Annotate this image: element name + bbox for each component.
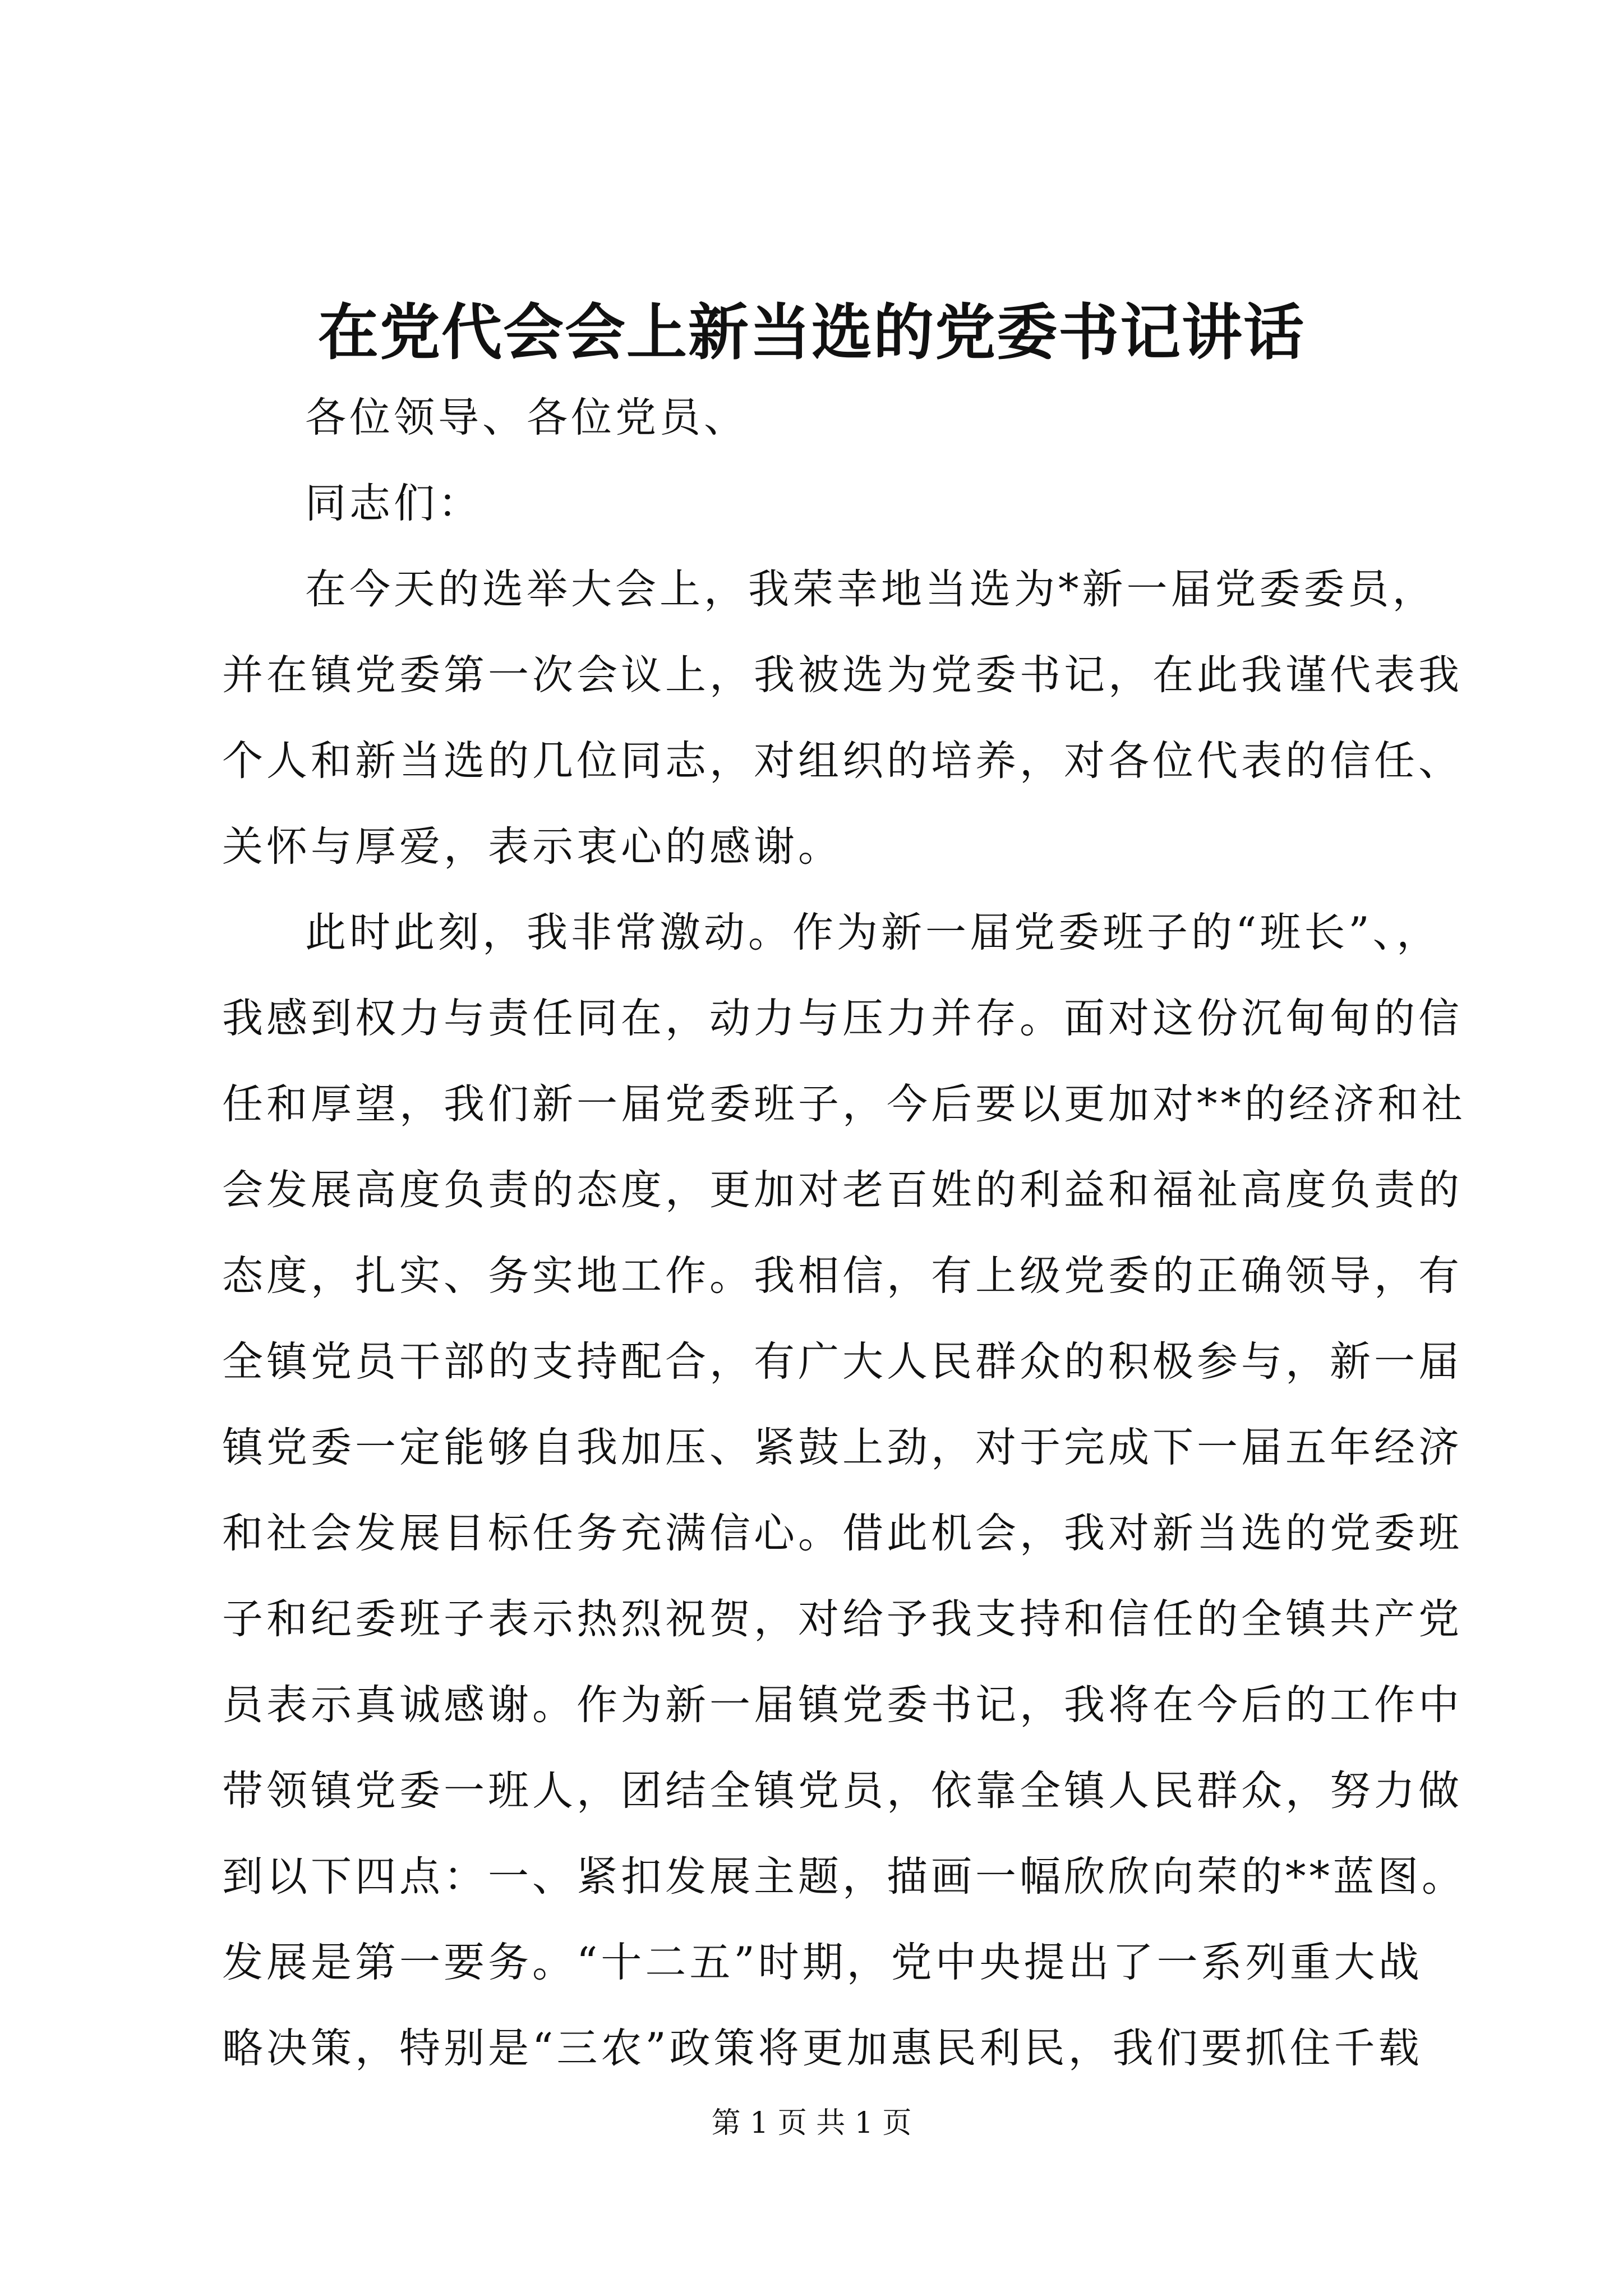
paragraph-2-line-13: 发展是第一要务。“十二五”时期，党中央提出了一系列重大战 (222, 1939, 1423, 1986)
paragraph-2-line-9: 子和纪委班子表示热烈祝贺，对给予我支持和信任的全镇共产党 (222, 1595, 1463, 1643)
paragraph-2-line-14: 略决策，特别是“三农”政策将更加惠民利民，我们要抓住千载 (222, 2024, 1423, 2072)
paragraph-2-line-6: 全镇党员干部的支持配合，有广大人民群众的积极参与，新一届 (222, 1338, 1463, 1386)
paragraph-2-line-12: 到以下四点：一、紧扣发展主题，描画一幅欣欣向荣的**蓝图。 (222, 1853, 1466, 1901)
paragraph-2-line-8: 和社会发展目标任务充满信心。借此机会，我对新当选的党委班 (222, 1510, 1463, 1557)
paragraph-1-line-2: 并在镇党委第一次会议上，我被选为党委书记，在此我谨代表我 (222, 651, 1463, 699)
paragraph-1-line-3: 个人和新当选的几位同志，对组织的培养，对各位代表的信任、 (222, 737, 1463, 785)
paragraph-2-line-4: 会发展高度负责的态度，更加对老百姓的利益和福祉高度负责的 (222, 1166, 1463, 1214)
paragraph-2-line-1: 此时此刻，我非常激动。作为新一届党委班子的“班长”、， (305, 909, 1441, 956)
paragraph-2-line-3: 任和厚望，我们新一届党委班子，今后要以更加对**的经济和社 (222, 1080, 1466, 1128)
paragraph-1-line-4: 关怀与厚爱，表示衷心的感谢。 (222, 823, 842, 871)
page-footer: 第 1 页 共 1 页 (711, 2106, 912, 2140)
paragraph-2-line-2: 我感到权力与责任同在，动力与压力并存。面对这份沉甸甸的信 (222, 995, 1463, 1042)
paragraph-2-line-11: 带领镇党委一班人，团结全镇党员，依靠全镇人民群众，努力做 (222, 1767, 1463, 1815)
paragraph-2-line-10: 员表示真诚感谢。作为新一届镇党委书记，我将在今后的工作中 (222, 1681, 1463, 1729)
salutation-line-1: 各位领导、各位党员、 (305, 394, 748, 441)
document-title: 在党代会会上新当选的党委书记讲话 (317, 297, 1305, 368)
salutation-line-2: 同志们： (305, 480, 482, 527)
paragraph-1-line-1: 在今天的选举大会上，我荣幸地当选为*新一届党委委员， (305, 565, 1437, 613)
paragraph-2-line-7: 镇党委一定能够自我加压、紧鼓上劲，对于完成下一届五年经济 (222, 1424, 1463, 1471)
paragraph-2-line-5: 态度，扎实、务实地工作。我相信，有上级党委的正确领导，有 (222, 1252, 1463, 1300)
